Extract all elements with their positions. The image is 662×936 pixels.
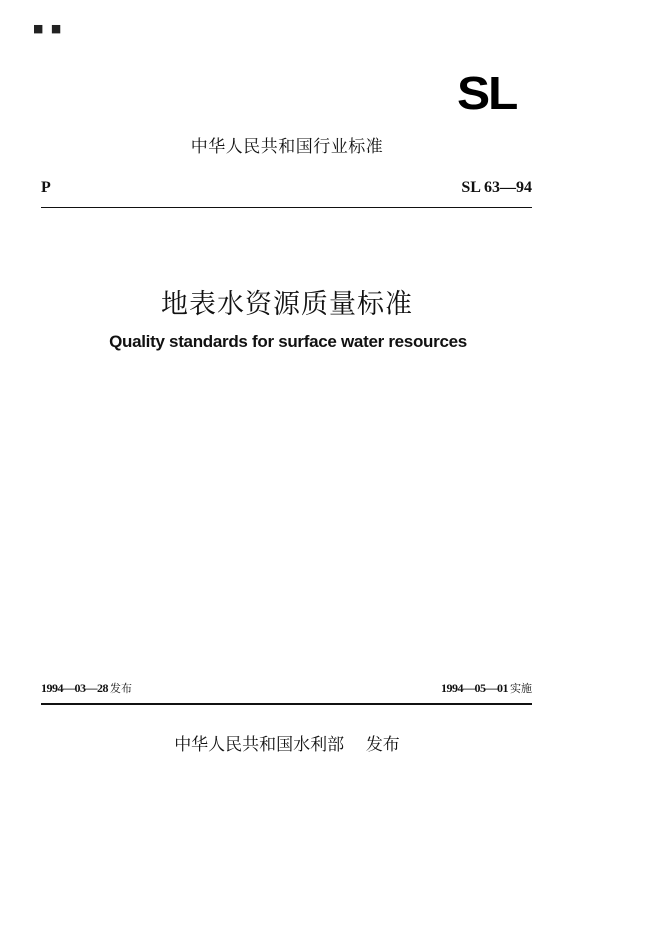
implementation-date-line <box>441 680 532 696</box>
corner-mark: ■ ■ <box>33 22 64 35</box>
footer-divider <box>41 703 532 705</box>
header-divider <box>41 207 532 208</box>
document-title-en: Quality standards for surface water resources <box>109 332 467 351</box>
implementation-date: 1994—05—01 <box>441 681 508 695</box>
classification-code: P <box>41 179 51 196</box>
implementation-label: 实施 <box>510 682 532 695</box>
issuing-authority <box>0 730 574 755</box>
issue-date-line <box>41 680 132 696</box>
sl-logo: SL <box>457 67 517 119</box>
standard-category-heading: 中华人民共和国行业标准 <box>190 137 384 157</box>
issue-date: 1994—03—28 <box>41 681 108 695</box>
standard-number: SL 63—94 <box>461 179 532 196</box>
issuer-label: 发布 <box>365 735 400 755</box>
document-title-cn: 地表水资源质量标准 <box>161 289 413 320</box>
issuer-name: 中华人民共和国水利部 <box>174 735 345 755</box>
issue-label: 发布 <box>110 682 132 695</box>
